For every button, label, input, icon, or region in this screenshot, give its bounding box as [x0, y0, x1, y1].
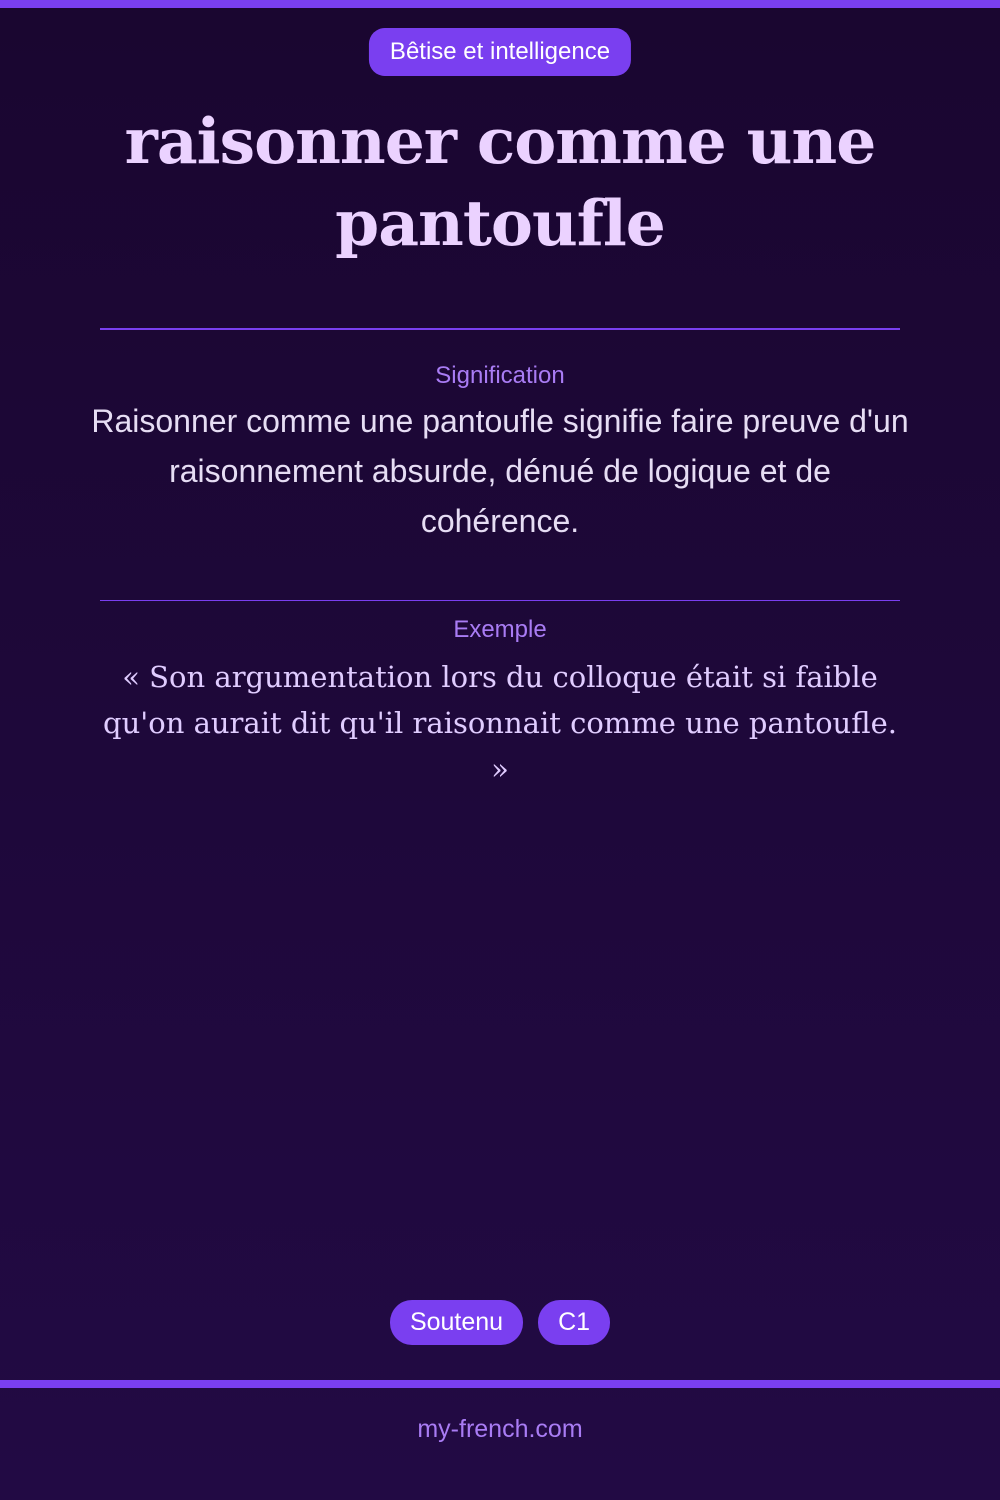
site-name: my-french.com	[417, 1415, 583, 1443]
divider-top	[100, 328, 900, 330]
level-tag: C1	[538, 1300, 610, 1345]
bottom-accent-bar	[0, 1380, 1000, 1388]
expression-title: raisonner comme une pantoufle	[124, 104, 876, 260]
top-accent-bar	[0, 0, 1000, 8]
example-text: « Son argumentation lors du colloque était si faible qu'on aurait dit qu'il raisonnait comme une pantoufle. »	[103, 660, 897, 786]
category-badge: Bêtise et intelligence	[369, 28, 631, 76]
meaning-label: Signification	[435, 362, 565, 389]
example-label: Exemple	[453, 616, 547, 643]
tag-list	[0, 1300, 1000, 1345]
divider-middle	[100, 600, 900, 601]
register-tag: Soutenu	[390, 1300, 523, 1345]
meaning-text: Raisonner comme une pantoufle signifie faire preuve d'un raisonnement absurde, dénué de logique et de cohérence.	[91, 403, 909, 539]
